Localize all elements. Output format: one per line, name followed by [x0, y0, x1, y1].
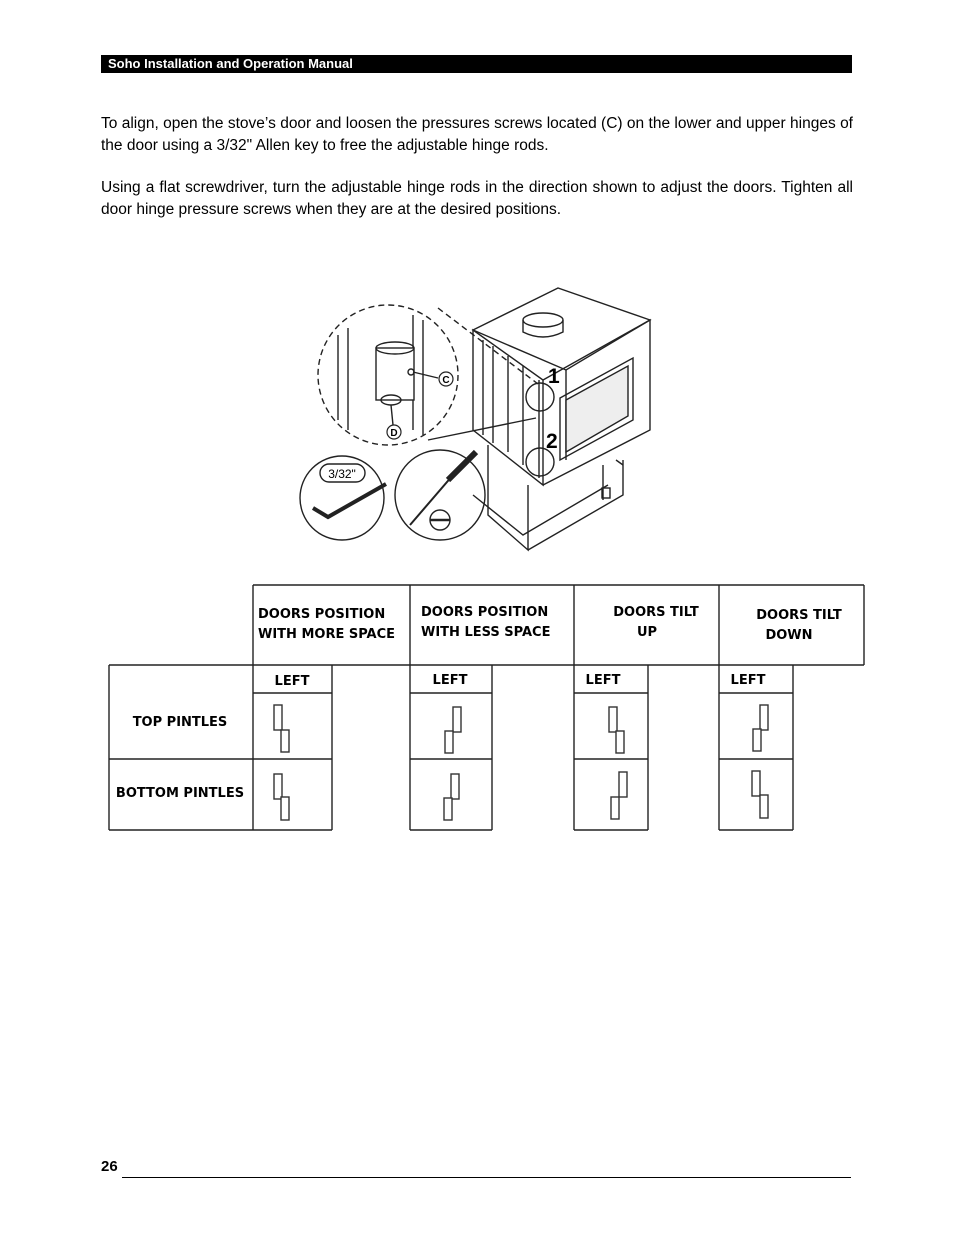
- manual-title: Soho Installation and Operation Manual: [108, 56, 353, 71]
- col1-header-line2: WITH MORE SPACE: [258, 627, 396, 642]
- stove-hinge-illustration: [298, 280, 658, 555]
- col4-side-label: LEFT: [730, 673, 766, 688]
- hinge-label-1: 1: [548, 365, 560, 388]
- col3-header-line1: DOORS TILT: [613, 605, 699, 620]
- callout-d: D: [390, 428, 398, 439]
- col3-header-line2: UP: [636, 625, 658, 640]
- callout-c: C: [442, 375, 450, 386]
- paragraph-align-instructions: To align, open the stove’s door and loosen the pressures screws located (C) on the lower and upper hinges of the door using a 3/32" Allen key to free the adjustable hinge rods.: [101, 115, 853, 154]
- paragraph-adjust-instructions: Using a flat screwdriver, turn the adjustable hinge rods in the direction shown to adjust the doors. Tighten all door hinge pressure screws when they are at the desired positions.: [101, 179, 853, 218]
- pintle-col3-top-icon: [609, 707, 624, 753]
- col4-header-line1: DOORS TILT: [756, 608, 842, 623]
- row-bottom-pintles-label: BOTTOM PINTLES: [115, 786, 245, 801]
- footer-rule: [122, 1177, 851, 1178]
- hinge-label-2: 2: [546, 430, 558, 453]
- header-bar: [101, 55, 852, 73]
- col4-header-line2: DOWN: [765, 628, 813, 643]
- col2-header-line1: DOORS POSITION: [421, 605, 549, 620]
- col2-side-label: LEFT: [432, 673, 468, 688]
- col3-side-label: LEFT: [585, 673, 621, 688]
- pintle-col1-bottom-icon: [274, 774, 289, 820]
- page-footer: [101, 1158, 853, 1178]
- col2-header-line2: WITH LESS SPACE: [421, 625, 551, 640]
- col1-side-label: LEFT: [274, 674, 310, 689]
- page-number: 26: [101, 1158, 118, 1175]
- col1-header-line1: DOORS POSITION: [258, 607, 386, 622]
- row-top-pintles-label: TOP PINTLES: [132, 715, 228, 730]
- pintle-col3-bottom-icon: [611, 772, 627, 819]
- pintle-col2-bottom-icon: [444, 774, 459, 820]
- pintle-col4-top-icon: [753, 705, 768, 751]
- pintle-col2-top-icon: [445, 707, 461, 753]
- allen-key-size-label: 3/32": [328, 467, 356, 481]
- pintle-col4-bottom-icon: [752, 771, 768, 818]
- pintle-col1-top-icon: [274, 705, 289, 752]
